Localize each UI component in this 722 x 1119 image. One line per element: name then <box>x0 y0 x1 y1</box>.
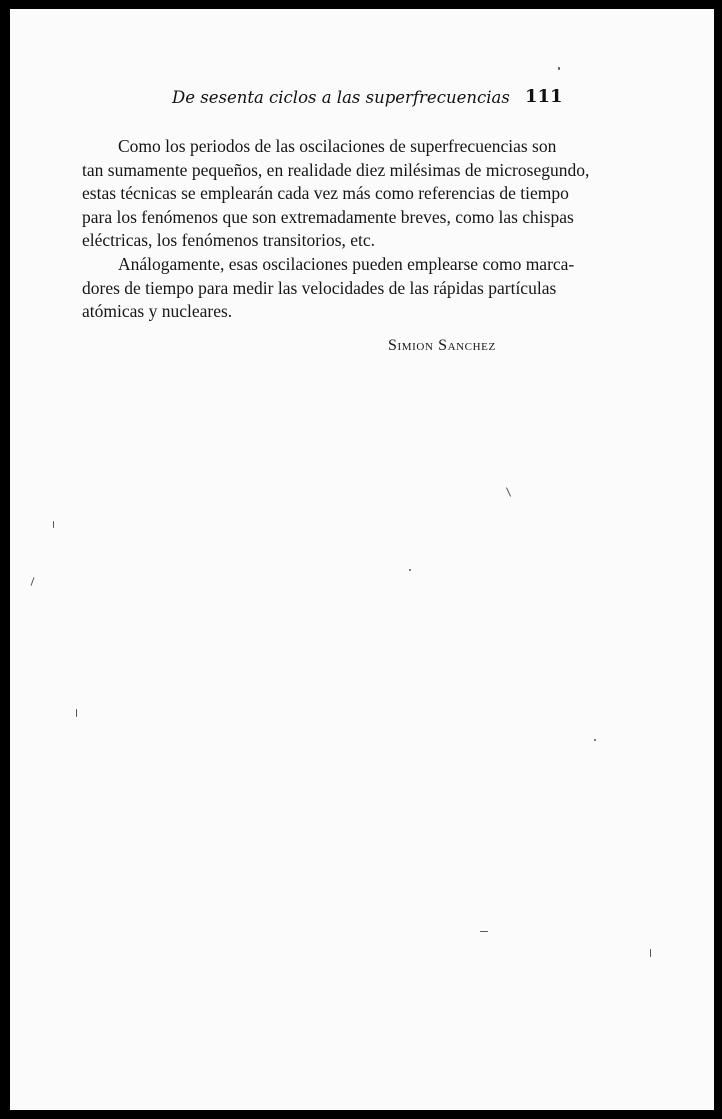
text-line: tan sumamente pequeños, en realidade diez milésimas de microsegundo, <box>82 159 590 180</box>
scan-speck <box>594 739 596 741</box>
page <box>10 9 714 1110</box>
text-line: atómicas y nucleares. <box>82 301 233 322</box>
text-line: dores de tiempo para medir las velocidades de las rápidas partículas <box>82 277 557 298</box>
text-line: Como los periodos de las oscilaciones de superfrecuencias son <box>118 136 557 156</box>
running-header <box>10 88 714 118</box>
text-line: para los fenómenos que son extremadamente breves, como las chispas <box>82 206 574 227</box>
scan-speck <box>76 709 77 717</box>
author-signature: Simion Sanchez <box>388 337 496 354</box>
scan-speck <box>506 487 511 496</box>
scan-speck <box>650 949 651 957</box>
page-number: 111 <box>525 86 563 107</box>
running-title: De sesenta ciclos a las superfrecuencias <box>172 88 510 107</box>
scan-speck <box>480 931 488 932</box>
scan-speck <box>558 67 560 70</box>
text-line: Análogamente, esas oscilaciones pueden emplearse como marca- <box>118 253 575 274</box>
text-line: estas técnicas se emplearán cada vez más como referencias de tiempo <box>82 183 569 204</box>
paragraph <box>82 253 575 324</box>
scan-speck <box>53 521 54 528</box>
scan-speck <box>30 577 34 586</box>
scan-speck <box>409 569 411 571</box>
paragraph <box>82 135 590 253</box>
article-body <box>82 135 590 324</box>
text-line: eléctricas, los fenómenos transitorios, etc. <box>82 230 376 251</box>
